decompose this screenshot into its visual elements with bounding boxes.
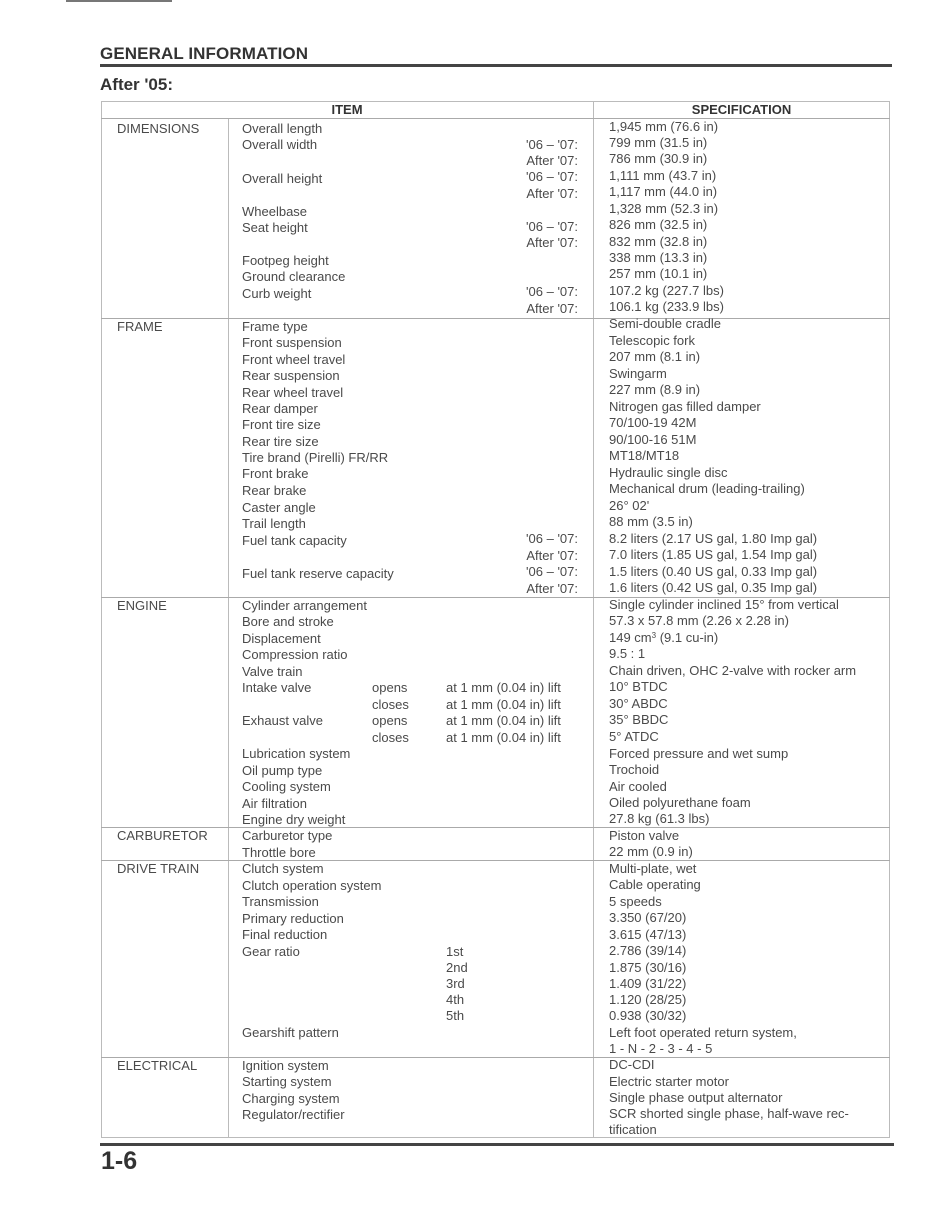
year-qualifier: After '07: xyxy=(526,153,578,168)
item-label: Seat height xyxy=(242,220,308,235)
spec-value: 786 mm (30.9 in) xyxy=(609,151,708,166)
valve-lift-condition: at 1 mm (0.04 in) lift xyxy=(446,697,561,712)
item-label: Exhaust valve xyxy=(242,713,323,728)
item-label: Curb weight xyxy=(242,286,312,301)
year-qualifier: '06 – '07: xyxy=(526,564,578,579)
item-label: Transmission xyxy=(242,894,319,909)
item-label: Rear brake xyxy=(242,483,307,498)
item-label: Gear ratio xyxy=(242,944,300,959)
spec-value: tification xyxy=(609,1122,657,1137)
item-label: Fuel tank capacity xyxy=(242,533,347,548)
item-label: Front brake xyxy=(242,466,309,481)
spec-value: 27.8 kg (61.3 lbs) xyxy=(609,811,710,826)
spec-value: MT18/MT18 xyxy=(609,448,680,463)
spec-value: 0.938 (30/32) xyxy=(609,1008,687,1023)
spec-value: 107.2 kg (227.7 lbs) xyxy=(609,283,724,298)
item-label: Tire brand (Pirelli) FR/RR xyxy=(242,450,389,465)
spec-value: 1,328 mm (52.3 in) xyxy=(609,201,719,216)
year-qualifier: '06 – '07: xyxy=(526,137,578,152)
item-label: Overall length xyxy=(242,121,323,136)
spec-value: Chain driven, OHC 2-valve with rocker arm xyxy=(609,663,857,678)
item-label: Throttle bore xyxy=(242,845,316,860)
spec-value: 207 mm (8.1 in) xyxy=(609,349,701,364)
spec-value: DC-CDI xyxy=(609,1057,655,1072)
spec-value: Air cooled xyxy=(609,779,667,794)
item-label: Clutch operation system xyxy=(242,878,382,893)
scan-artifact-line xyxy=(66,0,172,2)
spec-value: Electric starter motor xyxy=(609,1074,729,1089)
year-qualifier: After '07: xyxy=(526,235,578,250)
spec-value: Telescopic fork xyxy=(609,333,695,348)
year-qualifier: '06 – '07: xyxy=(526,531,578,546)
valve-lift-condition: at 1 mm (0.04 in) lift xyxy=(446,713,561,728)
spec-value: Cable operating xyxy=(609,877,701,892)
spec-value: 8.2 liters (2.17 US gal, 1.80 Imp gal) xyxy=(609,531,818,546)
header-divider xyxy=(101,118,890,119)
spec-value: 1.6 liters (0.42 US gal, 0.35 Imp gal) xyxy=(609,580,818,595)
spec-value: 5° ATDC xyxy=(609,729,659,744)
item-label: Intake valve xyxy=(242,680,312,695)
spec-value: Nitrogen gas filled damper xyxy=(609,399,761,414)
item-label: Regulator/rectifier xyxy=(242,1107,345,1122)
item-label: Primary reduction xyxy=(242,911,344,926)
gear-label: 4th xyxy=(446,992,465,1007)
category-frame: FRAME xyxy=(117,319,163,334)
spec-value: 799 mm (31.5 in) xyxy=(609,135,708,150)
category-electrical: ELECTRICAL xyxy=(117,1058,198,1073)
item-label: Fuel tank reserve capacity xyxy=(242,566,394,581)
item-label: Wheelbase xyxy=(242,204,308,219)
item-label: Displacement xyxy=(242,631,321,646)
spec-value: 149 $cm^3$ (9.1 cu-in) xyxy=(609,630,719,645)
item-label: Cylinder arrangement xyxy=(242,598,368,613)
item-label: Rear suspension xyxy=(242,368,340,383)
category-drive-train: DRIVE TRAIN xyxy=(117,861,200,876)
spec-value: 26° 02' xyxy=(609,498,650,513)
spec-value: 1.120 (28/25) xyxy=(609,992,687,1007)
valve-lift-condition: at 1 mm (0.04 in) lift xyxy=(446,680,561,695)
spec-column-divider xyxy=(593,101,594,1138)
spec-value: Semi-double cradle xyxy=(609,316,722,331)
item-label: Air filtration xyxy=(242,796,308,811)
item-label: Bore and stroke xyxy=(242,614,334,629)
category-dimensions: DIMENSIONS xyxy=(117,121,200,136)
spec-value: Multi-plate, wet xyxy=(609,861,697,876)
spec-value: 2.786 (39/14) xyxy=(609,943,687,958)
column-header-specification: SPECIFICATION xyxy=(691,102,792,117)
item-label: Overall width xyxy=(242,137,318,152)
category-engine: ENGINE xyxy=(117,598,167,613)
spec-value: Swingarm xyxy=(609,366,667,381)
model-year-subtitle: After '05: xyxy=(100,75,174,94)
spec-value: 30° ABDC xyxy=(609,696,668,711)
spec-value: 1,117 mm (44.0 in) xyxy=(609,184,718,199)
spec-value: 1.875 (30/16) xyxy=(609,960,687,975)
gear-label: 5th xyxy=(446,1008,465,1023)
section-divider xyxy=(101,318,890,319)
category-carburetor: CARBURETOR xyxy=(117,828,208,843)
spec-value: 5 speeds xyxy=(609,894,662,909)
spec-value: Trochoid xyxy=(609,762,660,777)
year-qualifier: '06 – '07: xyxy=(526,219,578,234)
spec-value: Single cylinder inclined 15° from vertical xyxy=(609,597,839,612)
column-header-item: ITEM xyxy=(331,102,363,117)
item-label: Engine dry weight xyxy=(242,812,346,827)
item-label: Clutch system xyxy=(242,861,324,876)
gear-label: 2nd xyxy=(446,960,468,975)
item-label: Front suspension xyxy=(242,335,342,350)
valve-event: opens xyxy=(372,680,408,695)
section-divider xyxy=(101,860,890,861)
section-title: GENERAL INFORMATION xyxy=(100,44,309,63)
item-label: Cooling system xyxy=(242,779,331,794)
gear-label: 3rd xyxy=(446,976,465,991)
spec-value: 106.1 kg (233.9 lbs) xyxy=(609,299,724,314)
spec-value: 70/100-19 42M xyxy=(609,415,697,430)
spec-value: 227 mm (8.9 in) xyxy=(609,382,701,397)
spec-value: 1 - N - 2 - 3 - 4 - 5 xyxy=(609,1041,713,1056)
gear-label: 1st xyxy=(446,944,464,959)
item-label: Trail length xyxy=(242,516,306,531)
item-label: Compression ratio xyxy=(242,647,348,662)
valve-event: opens xyxy=(372,713,408,728)
spec-value: Mechanical drum (leading-trailing) xyxy=(609,481,805,496)
item-label: Rear wheel travel xyxy=(242,385,344,400)
item-label: Carburetor type xyxy=(242,828,333,843)
item-label: Front tire size xyxy=(242,417,321,432)
spec-value: 832 mm (32.8 in) xyxy=(609,234,708,249)
year-qualifier: '06 – '07: xyxy=(526,169,578,184)
item-label: Frame type xyxy=(242,319,308,334)
item-label: Gearshift pattern xyxy=(242,1025,339,1040)
spec-value: 257 mm (10.1 in) xyxy=(609,266,708,281)
spec-value: 57.3 x 57.8 mm (2.26 x 2.28 in) xyxy=(609,613,789,628)
spec-value: 826 mm (32.5 in) xyxy=(609,217,708,232)
item-label: Valve train xyxy=(242,664,303,679)
spec-value: Forced pressure and wet sump xyxy=(609,746,789,761)
year-qualifier: After '07: xyxy=(526,301,578,316)
valve-event: closes xyxy=(372,697,409,712)
spec-value: 338 mm (13.3 in) xyxy=(609,250,708,265)
item-label: Starting system xyxy=(242,1074,332,1089)
spec-value: 35° BBDC xyxy=(609,712,669,727)
spec-value: 22 mm (0.9 in) xyxy=(609,844,693,859)
item-label: Caster angle xyxy=(242,500,316,515)
spec-value: Left foot operated return system, xyxy=(609,1025,797,1040)
spec-value: 10° BTDC xyxy=(609,679,668,694)
header-rule xyxy=(100,64,892,67)
spec-value: 1.5 liters (0.40 US gal, 0.33 Imp gal) xyxy=(609,564,818,579)
section-divider xyxy=(101,827,890,828)
spec-value: 3.350 (67/20) xyxy=(609,910,687,925)
item-label: Front wheel travel xyxy=(242,352,346,367)
item-label: Rear tire size xyxy=(242,434,319,449)
spec-value: Piston valve xyxy=(609,828,680,843)
spec-value: Oiled polyurethane foam xyxy=(609,795,751,810)
page-number: 1-6 xyxy=(101,1147,138,1175)
footer-rule xyxy=(100,1143,894,1146)
valve-event: closes xyxy=(372,730,409,745)
item-label: Ignition system xyxy=(242,1058,329,1073)
item-label: Ground clearance xyxy=(242,269,346,284)
spec-value: Single phase output alternator xyxy=(609,1090,783,1105)
item-label: Footpeg height xyxy=(242,253,329,268)
year-qualifier: After '07: xyxy=(526,186,578,201)
category-column-divider xyxy=(228,118,229,1138)
spec-value: 1,945 mm (76.6 in) xyxy=(609,119,719,134)
valve-lift-condition: at 1 mm (0.04 in) lift xyxy=(446,730,561,745)
year-qualifier: '06 – '07: xyxy=(526,284,578,299)
spec-value: 7.0 liters (1.85 US gal, 1.54 Imp gal) xyxy=(609,547,818,562)
item-label: Charging system xyxy=(242,1091,340,1106)
item-label: Lubrication system xyxy=(242,746,351,761)
spec-value: 88 mm (3.5 in) xyxy=(609,514,693,529)
item-label: Oil pump type xyxy=(242,763,323,778)
spec-value: 1.409 (31/22) xyxy=(609,976,687,991)
spec-value: 1,111 mm (43.7 in) xyxy=(609,168,717,183)
spec-value: 9.5 : 1 xyxy=(609,646,646,661)
spec-value: 3.615 (47/13) xyxy=(609,927,687,942)
spec-value: 90/100-16 51M xyxy=(609,432,697,447)
year-qualifier: After '07: xyxy=(526,548,578,563)
item-label: Rear damper xyxy=(242,401,318,416)
spec-value: SCR shorted single phase, half-wave rec- xyxy=(609,1106,849,1121)
item-label: Final reduction xyxy=(242,927,328,942)
year-qualifier: After '07: xyxy=(526,581,578,596)
spec-value: Hydraulic single disc xyxy=(609,465,728,480)
section-divider xyxy=(101,1057,890,1058)
item-label: Overall height xyxy=(242,171,323,186)
